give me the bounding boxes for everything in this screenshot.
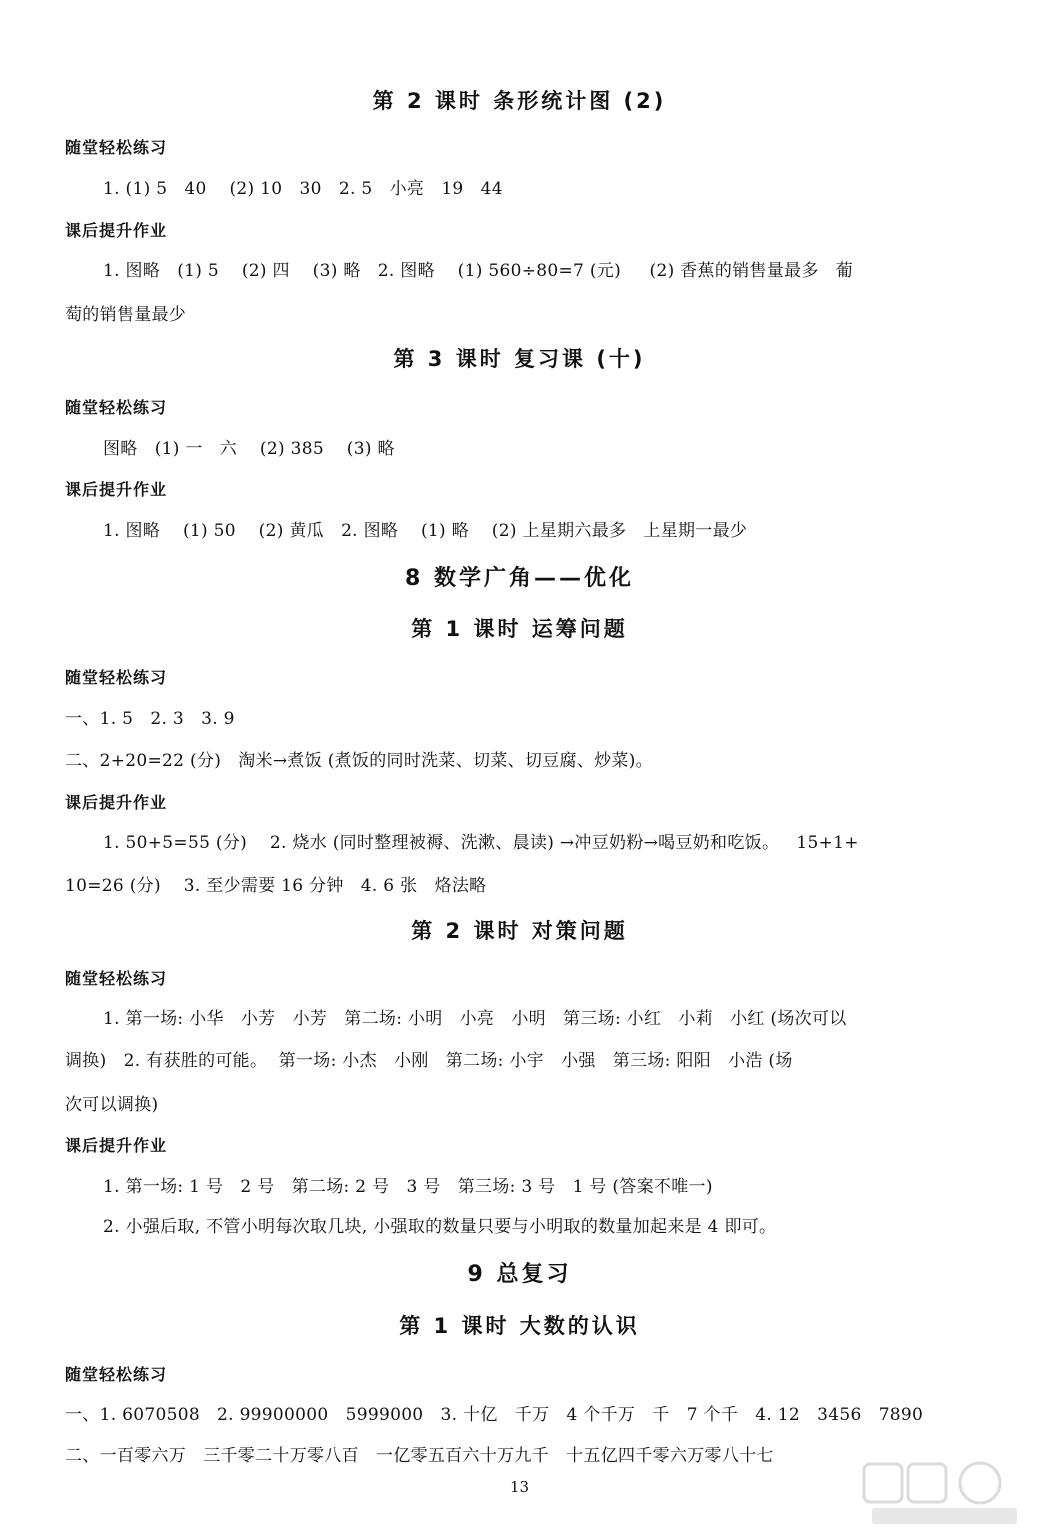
unit-heading-27: 9 总复习 (467, 1262, 572, 1287)
section-label-24: 课后提升作业 (65, 1136, 168, 1155)
text-line-8: 图略 (1) 一 六 (2) 385 (3) 略 (103, 439, 395, 459)
section-label-16: 课后提升作业 (65, 793, 168, 812)
text-line-10: 1. 图略 (1) 50 (2) 黄瓜 2. 图略 (1) 略 (2) 上星期六最多 上星期一最少 (103, 521, 748, 541)
section-label-9: 课后提升作业 (65, 480, 168, 499)
section-label-29: 随堂轻松练习 (65, 1365, 168, 1384)
lesson-heading-28: 第 1 课时 大数的认识 (399, 1314, 640, 1338)
section-label-13: 随堂轻松练习 (65, 668, 168, 687)
lesson-heading-12: 第 1 课时 运筹问题 (411, 617, 628, 641)
text-line-4: 1. 图略 (1) 5 (2) 四 (3) 略 2. 图略 (1) 560÷80=7 (元) (2) 香蕉的销售量最多 葡 (103, 261, 854, 281)
text-line-23: 次可以调换) (65, 1095, 159, 1115)
section-label-7: 随堂轻松练习 (65, 398, 168, 417)
text-line-2: 1. (1) 5 40 (2) 10 30 2. 5 小亮 19 44 (103, 179, 503, 199)
text-line-15: 二、2+20=22 (分) 淘米→煮饭 (煮饭的同时洗菜、切菜、切豆腐、炒菜)。 (65, 751, 653, 771)
text-line-14: 一、1. 5 2. 3 3. 9 (65, 709, 235, 729)
lesson-heading-0: 第 2 课时 条形统计图 (2) (372, 89, 667, 113)
section-label-3: 课后提升作业 (65, 221, 168, 240)
text-line-30: 一、1. 6070508 2. 99900000 5999000 3. 十亿 千万 4 个千万 千 7 个千 4. 12 3456 7890 (65, 1405, 924, 1425)
text-line-26: 2. 小强后取, 不管小明每次取几块, 小强取的数量只要与小明取的数量加起来是 4 即可。 (103, 1217, 777, 1237)
text-line-5: 萄的销售量最少 (65, 305, 187, 325)
text-line-22: 调换) 2. 有获胜的可能。 第一场: 小杰 小刚 第二场: 小宇 小强 第三场: 阳阳 小浩 (场 (65, 1051, 793, 1071)
text-line-17: 1. 50+5=55 (分) 2. 烧水 (同时整理被褥、洗漱、晨读) →冲豆奶粉→喝豆奶和吃饭。 15+1+ (103, 833, 859, 853)
section-label-20: 随堂轻松练习 (65, 969, 168, 988)
text-line-18: 10=26 (分) 3. 至少需要 16 分钟 4. 6 张 烙法略 (65, 876, 487, 896)
page-number: 13 (509, 1478, 530, 1496)
unit-heading-11: 8 数学广角——优化 (405, 566, 634, 591)
lesson-heading-6: 第 3 课时 复习课 (十) (393, 347, 646, 371)
text-line-25: 1. 第一场: 1 号 2 号 第二场: 2 号 3 号 第三场: 3 号 1 号 (答案不唯一) (103, 1177, 713, 1197)
text-line-31: 二、一百零六万 三千零二十万零八百 一亿零五百六十万九千 十五亿四千零六万零八十七 (65, 1446, 774, 1466)
watermark-logo (862, 1458, 1027, 1528)
section-label-1: 随堂轻松练习 (65, 138, 168, 157)
lesson-heading-19: 第 2 课时 对策问题 (411, 919, 628, 943)
text-line-21: 1. 第一场: 小华 小芳 小芳 第二场: 小明 小亮 小明 第三场: 小红 小莉 小红 (场次可以 (103, 1009, 847, 1029)
